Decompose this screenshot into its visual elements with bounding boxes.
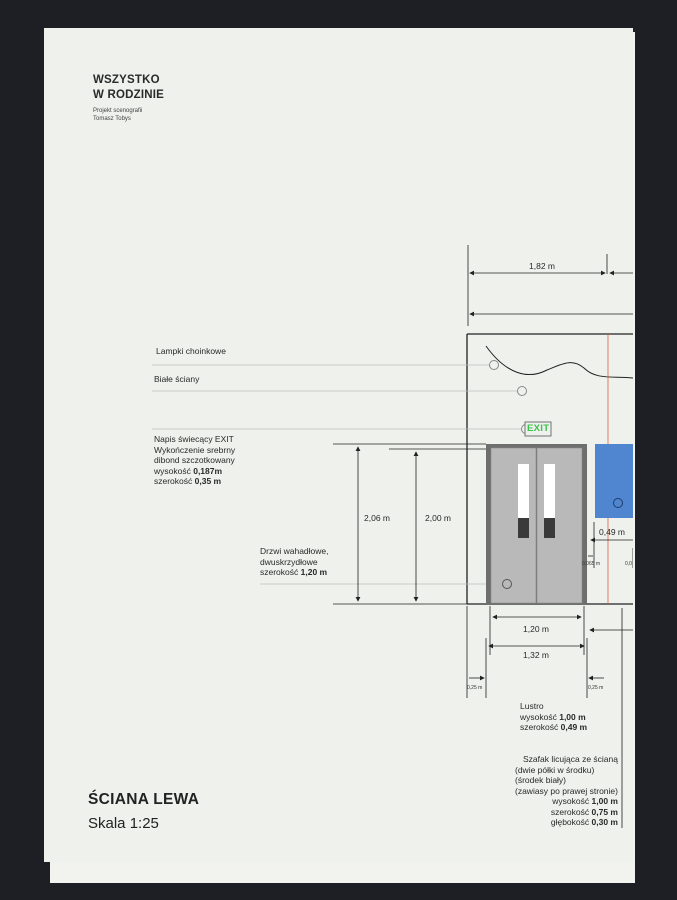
dim-gap-cut: 0,0 bbox=[625, 561, 632, 567]
cabinet-width: szerokość 0,75 m bbox=[550, 806, 618, 817]
label-door bbox=[260, 546, 329, 578]
exit-width: szerokość 0,35 m bbox=[154, 476, 222, 486]
door-window-left bbox=[518, 464, 529, 518]
dim-gap-small: 0,065 m bbox=[582, 561, 601, 567]
dim-door-width: 1,20 m bbox=[523, 624, 549, 634]
leader-dots bbox=[490, 361, 531, 434]
top-dimension bbox=[468, 245, 633, 326]
project-title bbox=[93, 73, 164, 103]
dim-frame-left: 0,25 m bbox=[467, 685, 483, 691]
title-line-2: W RODZINIE bbox=[93, 89, 164, 101]
cabinet-line-4: (zawiasy po prawej stronie) bbox=[515, 785, 618, 796]
exit-sign-text: EXIT bbox=[527, 423, 550, 434]
height-dimensions bbox=[333, 444, 486, 604]
wall-drawing bbox=[44, 28, 633, 862]
label-walls: Białe ściany bbox=[154, 374, 200, 384]
wall-name: ŚCIANA LEWA bbox=[88, 791, 200, 808]
cabinet-line-1: Szafak licująca ze ścianą bbox=[523, 754, 618, 764]
door-width: szerokość 1,20 m bbox=[260, 567, 328, 577]
exit-line-3: dibond szczotkowany bbox=[154, 455, 235, 465]
label-lamps: Lampki choinkowe bbox=[156, 346, 226, 356]
door-window-right bbox=[544, 464, 555, 518]
title-line-1: WSZYSTKO bbox=[93, 74, 160, 86]
drawing-sheet bbox=[44, 28, 633, 862]
label-exit-sign bbox=[154, 434, 235, 487]
exit-line-2: Wykończenie srebrny bbox=[154, 444, 236, 455]
dim-height-outer: 2,06 m bbox=[364, 513, 390, 523]
door-leader-dot bbox=[503, 580, 512, 589]
cabinet-depth: głębokość 0,30 m bbox=[550, 817, 618, 827]
mirror-height: wysokość 1,00 m bbox=[520, 711, 586, 722]
subtitle-line-1: Projekt scenografii bbox=[93, 108, 143, 114]
door-line-2: dwuskrzydłowe bbox=[260, 556, 318, 567]
dim-top-width: 1,82 m bbox=[529, 261, 555, 271]
cabinet-height: wysokość 1,00 m bbox=[552, 796, 618, 806]
dim-mirror-width: 0,49 m bbox=[599, 527, 625, 537]
door-leaf-right bbox=[537, 448, 582, 603]
exit-line-1: Napis świecący EXIT bbox=[154, 434, 234, 444]
door-kick-right bbox=[544, 518, 555, 538]
mirror bbox=[595, 444, 633, 518]
cabinet-line-2: (dwie półki w środku) bbox=[515, 764, 595, 775]
mirror-leader-dot bbox=[614, 499, 623, 508]
label-cabinet bbox=[515, 754, 618, 828]
lamp-garland bbox=[486, 346, 633, 378]
cabinet-line-3: (środek biały) bbox=[515, 775, 567, 785]
dim-frame-width: 1,32 m bbox=[523, 650, 549, 660]
project-subtitle bbox=[93, 107, 142, 123]
door-leaf-left bbox=[491, 448, 536, 603]
door-line-1: Drzwi wahadłowe, bbox=[260, 546, 329, 556]
door-kick-left bbox=[518, 518, 529, 538]
exit-height: wysokość 0,187m bbox=[154, 465, 223, 476]
label-mirror bbox=[520, 701, 587, 733]
dim-height-inner: 2,00 m bbox=[425, 513, 451, 523]
drawing-scale: Skala 1:25 bbox=[88, 815, 159, 832]
mirror-line-1: Lustro bbox=[520, 701, 544, 711]
subtitle-line-2: Tomasz Tobys bbox=[93, 116, 131, 122]
mirror-width: szerokość 0,49 m bbox=[520, 722, 588, 732]
dim-frame-right: 0,25 m bbox=[588, 685, 604, 691]
